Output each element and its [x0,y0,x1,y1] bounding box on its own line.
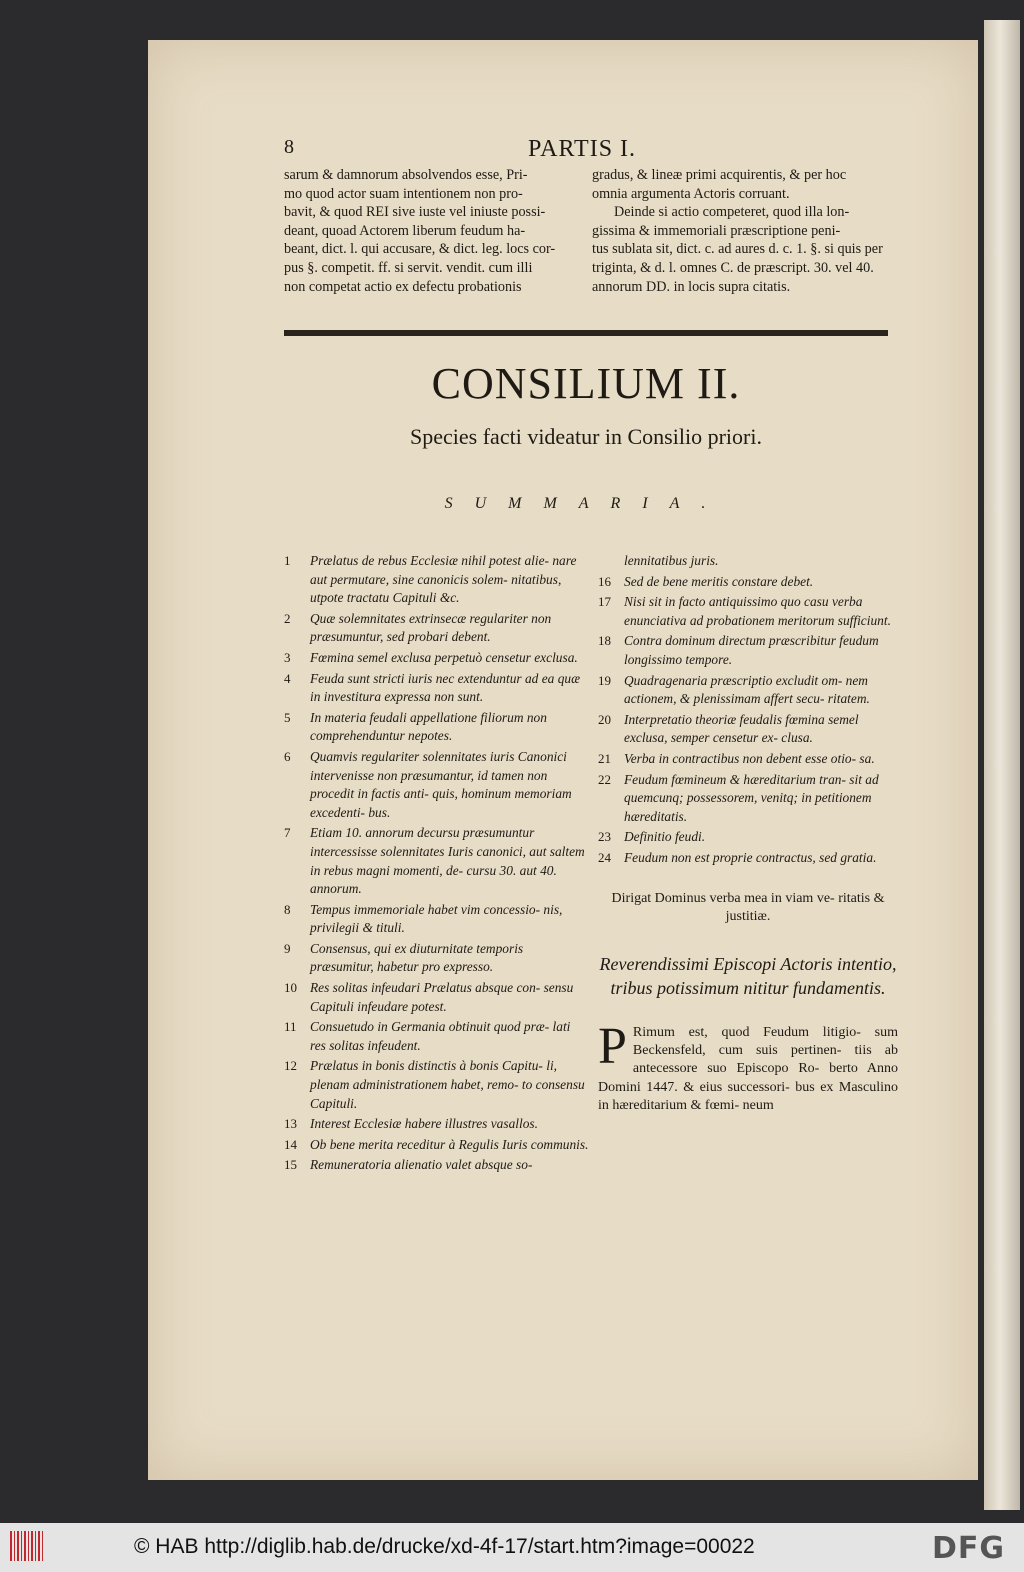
summary-number: 13 [284,1116,297,1132]
summary-text: Tempus immemoriale habet vim concessio- nis, privilegii & tituli. [310,901,563,936]
summary-text: Sed de bene meritis constare debet. [624,573,814,589]
summary-item [284,901,589,938]
top-right-column [592,166,888,296]
summary-text: Quæ solemnitates extrinsecæ regulariter non præsumuntur, sed probari debent. [310,610,552,645]
summary-left-column [284,552,589,1177]
dfg-logo: DFG [932,1531,1006,1566]
summary-item [598,849,898,868]
summary-item [284,940,589,977]
summary-text: Quamvis regulariter solennitates iuris Canonici intervenisse non præsumantur, id tamen non procedit in factis anti- quis, hominum memoriam excedenti- bus. [310,748,572,820]
barcode-icon [10,1531,44,1561]
summary-number: 1 [284,553,291,568]
text-line: annorum DD. in locis supra citatis. [592,278,791,295]
summary-item [284,552,589,608]
summary-item [598,573,898,592]
text-line: non competat actio ex defectu probationis [284,278,522,295]
summary-item [598,771,898,827]
summary-number: 23 [598,829,611,845]
summary-number: 7 [284,825,291,841]
summary-item [598,828,898,847]
intent-heading: Reverendissimi Episcopi Actoris intentio, tribus potissimum nititur fundamentis. [599,953,897,998]
summary-item [598,632,898,669]
running-header [284,136,884,166]
summary-text: Consuetudo in Germania obtinuit quod præ- lati res solitas infeudent. [310,1019,571,1053]
summary-number: 8 [284,901,291,917]
text-line: omnia argumenta Actoris corruant. [592,185,790,202]
summaria-heading: SUMMARIA. [444,495,728,512]
text-line: tus sublata sit, dict. c. ad aures d. c. 1. §. si quis per [592,241,883,258]
summary-number: 5 [284,709,291,725]
source-url[interactable]: © HAB http://diglib.hab.de/drucke/xd-4f-17/start.htm?image=00022 [134,1535,755,1558]
summary-text: Prælatus de rebus Ecclesiæ nihil potest alie- nare aut permutare, sine canonicis solem- nitatibus, utpote tractatu Capituli &c. [310,553,577,606]
summary-item [284,1115,589,1134]
drop-cap: P [598,1017,627,1075]
summary-text: Verba in contractibus non debent esse otio- sa. [624,750,875,766]
summary-text: Feuda sunt stricti iuris nec extenduntur ad ea quæ in investitura expressa non sunt. [310,670,581,705]
part-title: PARTIS I. [528,136,637,162]
summary-number: 19 [598,672,611,688]
summary-right-column [598,552,898,1116]
summary-item [284,1018,589,1055]
summary-number: 22 [598,771,611,787]
text-line: sarum & damnorum absolvendos esse, Pri- [284,167,528,183]
prayer-line: Dirigat Dominus verba mea in viam ve- ritatis & justitiæ. [611,890,885,924]
viewer-footer [0,1523,1024,1572]
body-paragraph [598,1017,898,1116]
summary-text: In materia feudali appellatione filiorum non comprehenduntur nepotes. [310,709,547,744]
summary-number: 11 [284,1019,297,1035]
summary-item [284,1057,589,1113]
book-page [148,40,978,1480]
summary-text: Consensus, qui ex diuturnitate temporis præsumitur, habetur pro expresso. [310,940,524,975]
summary-number: 16 [598,573,611,589]
summary-item [284,649,589,668]
summary-number: 10 [284,980,297,996]
summary-number: 15 [284,1157,297,1173]
summary-item [598,750,898,769]
summary-item [284,1136,589,1155]
summary-item [598,593,898,630]
summary-item [284,610,589,647]
summary-text: Interpretatio theoriæ feudalis fœmina semel exclusa, semper censetur ex- clusa. [624,711,859,746]
summary-text: Fœmina semel exclusa perpetuò censetur exclusa. [310,649,578,665]
text-line: deant, quoad Actorem liberum feudum ha- [284,222,526,239]
summary-text: Definitio feudi. [624,829,706,845]
consilium-subtitle: Species facti videatur in Consilio priori. [410,424,762,449]
body-text: Rimum est, quod Feudum litigio- sum Beckensfeld, cum suis pertinen- tiis ab antecessore suo Episcopo Ro- berto Anno Domini 1447. & eius successori- bus ex Masculino in hæreditarium & fœmi- neum [598,1024,898,1114]
text-line: mo quod actor suam intentionem non pro- [284,185,523,202]
text-line: bavit, & quod REI sive iuste vel iniuste possi- [284,204,546,221]
adjacent-page-edge [984,20,1020,1510]
consilium-title: CONSILIUM II. [431,359,741,408]
text-line: triginta, & d. l. omnes C. de præscript. 30. vel 40. [592,259,874,276]
summary-number: 14 [284,1136,297,1152]
text-line: pus §. competit. ff. si servit. vendit. cum illi [284,259,533,276]
text-line: Deinde si actio competeret, quod illa lon- [614,204,850,221]
summary-item [284,709,589,746]
text-line: gissima & immemoriali præscriptione peni- [592,222,841,239]
summary-item [598,672,898,709]
summary-number: 12 [284,1058,297,1074]
summary-text: Remuneratoria alienatio valet absque so- [310,1157,533,1173]
summary-text: Nisi sit in facto antiquissimo quo casu verba enunciativa ad probationem meritorum sufficiunt. [624,594,891,628]
summary-number: 4 [284,670,291,686]
summary-text: Interest Ecclesiæ habere illustres vasallos. [310,1116,538,1132]
text-line: gradus, & lineæ primi acquirentis, & per hoc [592,167,847,183]
summary-number: 18 [598,633,611,649]
summary-number: 9 [284,940,291,956]
summary-text: Feudum fœmineum & hæreditarium tran- sit ad quemcunq; possessorem, venitq; in petitionem hæreditatis. [624,771,879,824]
page-number: 8 [284,136,294,158]
top-left-column [284,166,580,296]
summary-item [284,670,589,707]
summary-item [284,824,589,898]
summary-item [284,1156,589,1175]
summary-number: 21 [598,750,611,766]
summary-number: 17 [598,594,611,610]
summary-text: Res solitas infeudari Prælatus absque con- sensu Capituli infeudare potest. [310,980,574,1014]
summary-text: Contra dominum directum præscribitur feudum longissimo tempore. [624,633,879,667]
summary-number: 2 [284,610,291,626]
text-line: beant, dict. l. qui accusare, & dict. leg. locs cor- [284,241,556,258]
summary-number: 24 [598,849,611,865]
summary-number: 6 [284,748,291,764]
summary-text: Ob bene merita receditur à Regulis Iuris communis. [310,1136,589,1152]
summary-number: 20 [598,711,611,727]
summary-item [284,979,589,1016]
summary-number: 3 [284,649,291,665]
summary-item [598,711,898,748]
summary-text: Feudum non est proprie contractus, sed gratia. [624,849,877,865]
section-divider [284,330,888,336]
summary-text: Quadragenaria præscriptio excludit om- nem actionem, & plenissimam affert secu- ritatem. [624,672,870,707]
summary-continuation: lennitatibus juris. [624,553,719,568]
summary-item [284,748,589,822]
summary-text: Prælatus in bonis distinctis à bonis Capitu- li, plenam administrationem habet, remo- to consensu Capituli. [310,1058,585,1111]
summary-text: Etiam 10. annorum decursu præsumuntur intercessisse solennitates Iuris canonici, aut saltem in rebus magni momenti, de- cursu 30. aut 40. annorum. [310,825,585,897]
